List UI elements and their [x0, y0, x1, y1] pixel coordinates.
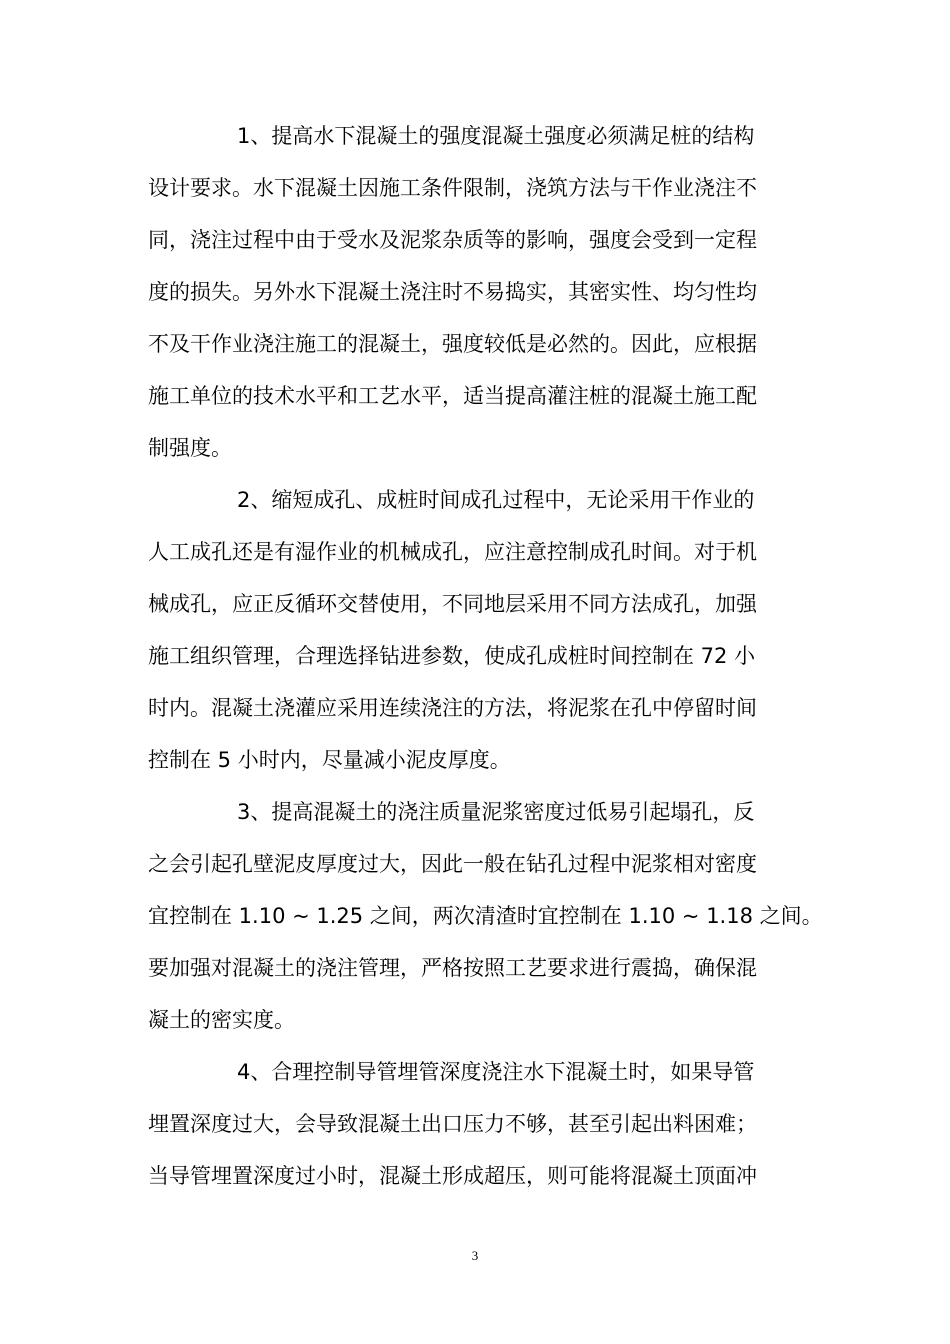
paragraph-1-line-6: 施工单位的技术水平和工艺水平，适当提高灌注桩的混凝土施工配 [148, 384, 757, 408]
document-body [148, 110, 823, 1202]
paragraph-2-line-2: 人工成孔还是有湿作业的机械成孔，应注意控制成孔时间。对于机 [148, 540, 757, 564]
paragraph-2-line-4: 施工组织管理，合理选择钻进参数，使成孔成桩时间控制在 72 小 [148, 644, 756, 668]
paragraph-2-line-1: 2、缩短成孔、成桩时间成孔过程中，无论采用干作业的 [237, 488, 755, 512]
paragraph-1-line-5: 不及干作业浇注施工的混凝土，强度较低是必然的。因此，应根据 [148, 332, 757, 356]
paragraph-2-line-3: 械成孔，应正反循环交替使用，不同地层采用不同方法成孔，加强 [148, 592, 757, 616]
page-number: 3 [471, 1248, 479, 1263]
paragraph-2-line-6: 控制在 5 小时内，尽量减小泥皮厚度。 [148, 748, 511, 772]
paragraph-1-line-3: 同，浇注过程中由于受水及泥浆杂质等的影响，强度会受到一定程 [148, 228, 757, 252]
paragraph-3-line-3: 宜控制在 1.10 ~ 1.25 之间，两次清渣时宜控制在 1.10 ~ 1.18 之间。 [148, 904, 823, 928]
paragraph-3-line-2: 之会引起孔壁泥皮厚度过大，因此一般在钻孔过程中泥浆相对密度 [148, 852, 757, 876]
paragraph-1-line-1: 1、提高水下混凝土的强度混凝土强度必须满足桩的结构 [237, 124, 755, 148]
paragraph-4-line-3: 当导管埋置深度过小时，混凝土形成超压，则可能将混凝土顶面冲 [148, 1164, 757, 1188]
paragraph-4-line-2: 埋置深度过大，会导致混凝土出口压力不够，甚至引起出料困难； [148, 1112, 757, 1136]
paragraph-1-line-7: 制强度。 [148, 436, 232, 460]
paragraph-1-line-4: 度的损失。另外水下混凝土浇注时不易捣实，其密实性、均匀性均 [148, 280, 757, 304]
paragraph-3-line-4: 要加强对混凝土的浇注管理，严格按照工艺要求进行震捣，确保混 [148, 956, 757, 980]
paragraph-3-line-5: 凝土的密实度。 [148, 1008, 295, 1032]
paragraph-3-line-1: 3、提高混凝土的浇注质量泥浆密度过低易引起塌孔，反 [237, 800, 755, 824]
paragraph-2-line-5: 时内。混凝土浇灌应采用连续浇注的方法，将泥浆在孔中停留时间 [148, 696, 757, 720]
paragraph-1-line-2: 设计要求。水下混凝土因施工条件限制，浇筑方法与干作业浇注不 [148, 176, 757, 200]
paragraph-4-line-1: 4、合理控制导管埋管深度浇注水下混凝土时，如果导管 [237, 1060, 755, 1084]
